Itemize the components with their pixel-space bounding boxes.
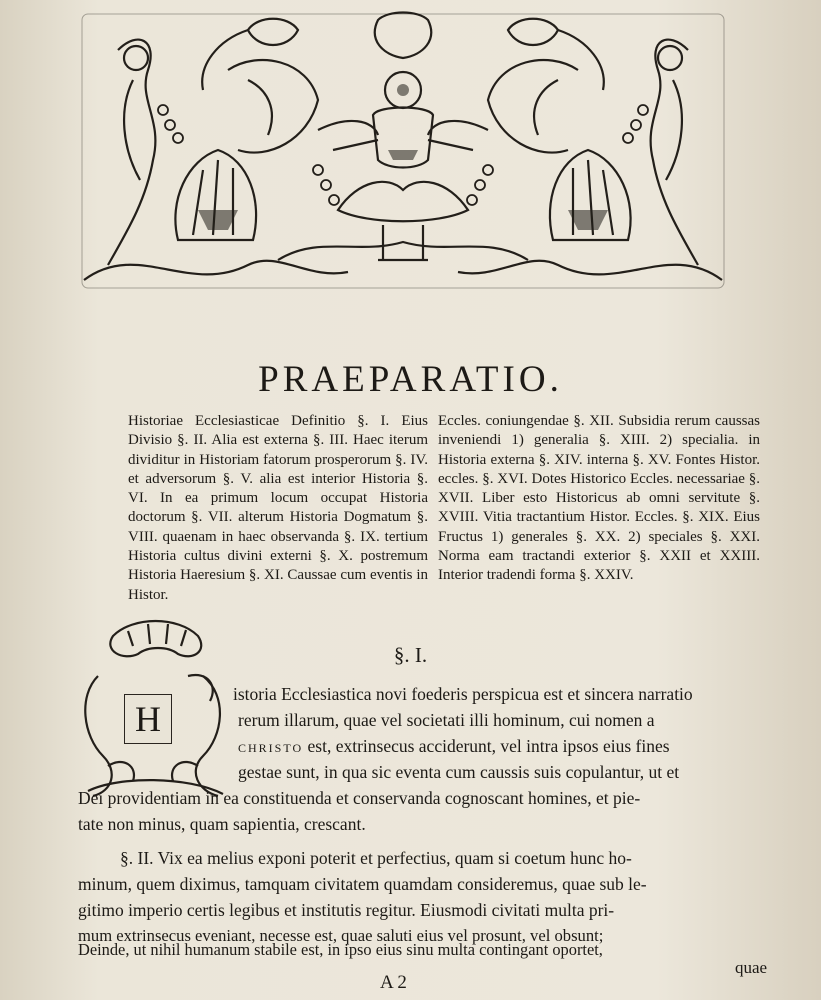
summary-column-right: Eccles. coniungendae §. XII. Subsidia rerum caussas inveniendi 1) generalia §. XIII. 2) specialia. in Historia externa §. XIV. interna §. XV. Fontes Histor. eccles. §. XVI. Dotes Historico Eccles. necessariae §. XVII. Liber esto Historicus ab omni servitute §. XVIII. Vitia tractantium Histor. Eccles. §. XIX. Eius Fructus 1) generales §. XX. 2) speciales §. XXI. Norma eam tractandi exterior §. XXII et XXIII. Interior tradendi forma §. XXIV. — [438, 413, 760, 584]
chapter-title: PRAEPARATIO. — [258, 359, 563, 400]
body-line-continuation: est, extrinsecus acciderunt, vel intra ipsos eius fines — [303, 736, 670, 756]
body-line: §. II. Vix ea melius exponi poterit et perfectius, quam si coetum hunc ho- — [120, 848, 632, 868]
catchword: quae — [735, 958, 768, 977]
body-line: Dei providentiam in ea constituenda et conservanda cognoscant homines, et pie- — [78, 788, 641, 808]
body-line — [238, 736, 670, 757]
drop-cap-initial: H — [124, 694, 172, 744]
body-line: gitimo imperio certis legibus et institutis regitur. Eiusmodi civitati multa pri- — [78, 900, 615, 920]
body-line: mum extrinsecus eveniant, necesse est, quae saluti eius vel prosunt, vel obsunt; — [78, 926, 604, 945]
body-line: minum, quem diximus, tamquam civitatem quamdam consideremus, quae sub le- — [78, 874, 647, 894]
body-line: rerum illarum, quae vel societati illi hominum, cui nomen a — [238, 710, 655, 730]
summary-column-left: Historiae Ecclesiasticae Definitio §. I. Eius Divisio §. II. Alia est externa §. III. Haec iterum dividitur in Historiam fatorum prosperorum §. IV. et adversorum §. V. alia est interior Historia §. VI. In ea primum locum occupat Historia doctorum §. VII. alterum Historia Dogmatum §. VIII. quaenam in haec observanda §. IX. tertium Historia cultus divini externi §. X. postremum Historia Haeresium §. XI. Caussae cum eventis in Histor. — [128, 413, 428, 603]
body-line: istoria Ecclesiastica novi foederis perspicua est et sincera narratio — [233, 684, 693, 704]
small-caps-name: CHRISTO — [238, 741, 304, 755]
woodcut-headpiece-ornament — [78, 10, 728, 292]
body-line: gestae sunt, in qua sic eventa cum caussis suis copulantur, ut et — [238, 762, 680, 782]
signature-mark: A 2 — [380, 972, 407, 993]
body-line: tate non minus, quam sapientia, crescant. — [78, 814, 366, 834]
section-marker: §. I. — [393, 643, 428, 667]
body-line: Deinde, ut nihil humanum stabile est, in ipso eius sinu multa contingant oportet, — [78, 940, 603, 959]
